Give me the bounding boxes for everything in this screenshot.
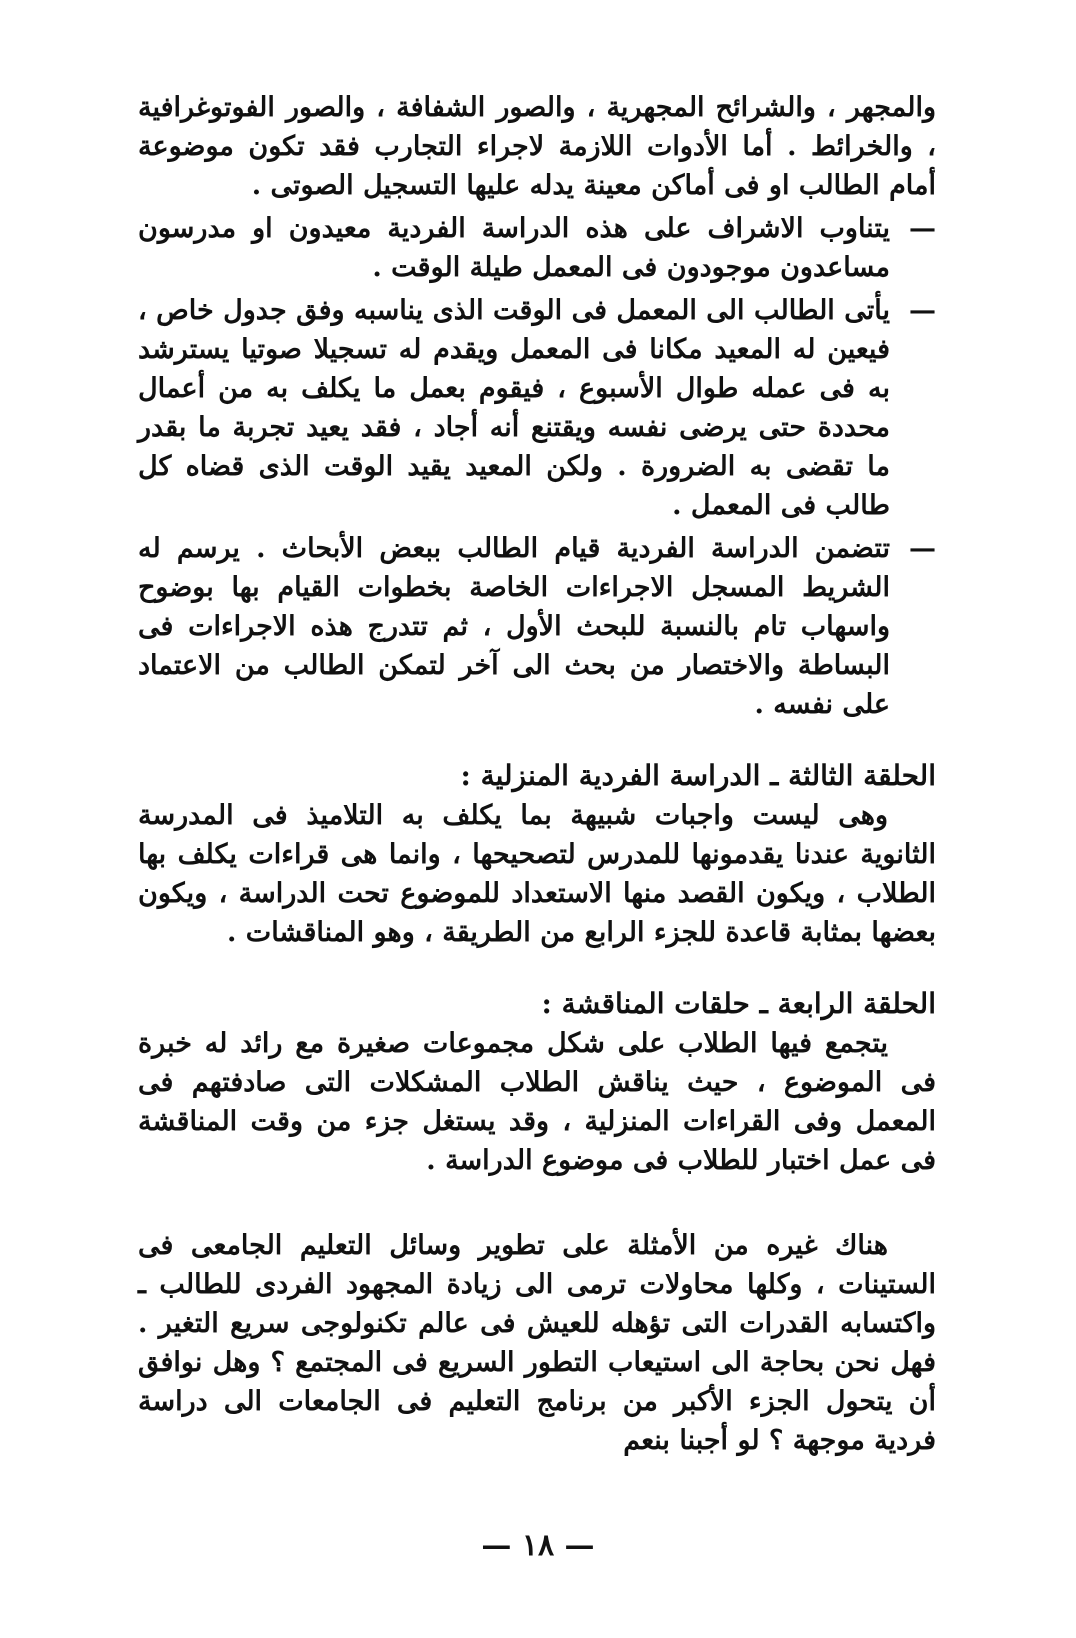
section-heading-third-circle: الحلقة الثالثة ـ الدراسة الفردية المنزلية : [460,759,936,792]
bullet-dash: — [909,533,936,564]
bullet-text: يتناوب الاشراف على هذه الدراسة الفردية معيدون او مدرسون مساعدون موجودون فى المعمل طيلة الوقت . [138,213,890,283]
list-item [138,209,936,287]
bullet-text: تتضمن الدراسة الفردية قيام الطالب ببعض الأبحاث . يرسم له الشريط المسجل الاجراءات الخاصة بخطوات القيام بها بوضوح واسهاب تام بالنسبة للبحث الأول ، ثم تتدرج هذه الاجراءات فى البساطة والاختصار من بحث الى آخر لتمكن الطالب من الاعتماد على نفسه . [138,533,890,720]
section-paragraph: وهى ليست واجبات شبيهة بما يكلف به التلاميذ فى المدرسة الثانوية عندنا يقدمونها للمدرس لتصحيحها ، وانما هى قراءات يكلف بها الطلاب ، ويكون القصد منها الاستعداد للموضوع تحت الدراسة ، ويكون بعضها بمثابة قاعدة للجزء الرابع من الطريقة ، وهو المناقشات . [138,800,936,948]
bullet-dash: — [909,295,936,326]
intro-paragraph: والمجهر ، والشرائح المجهرية ، والصور الشفافة ، والصور الفوتوغرافية ، والخرائط . أما الأدوات اللازمة لاجراء التجارب فقد تكون موضوعة أمام الطالب او فى أماكن معينة يدله عليها التسجيل الصوتى . [138,92,936,201]
list-item [138,291,936,525]
bullet-text: يأتى الطالب الى المعمل فى الوقت الذى يناسبه وفق جدول خاص ، فيعين له المعيد مكانا فى المعمل ويقدم له تسجيلا صوتيا يسترشد به فى عمله طوال الأسبوع ، فيقوم بعمل ما يكلف به من أعمال محددة حتى يرضى نفسه ويقتنع أنه أجاد ، فقد يعيد تجربة ما بقدر ما تقضى به الضرورة . ولكن المعيد يقيد الوقت الذى قضاه كل طالب فى المعمل . [138,295,890,521]
bullet-dash: — [909,213,936,244]
list-item [138,529,936,724]
section-paragraph: يتجمع فيها الطلاب على شكل مجموعات صغيرة مع رائد له خبرة فى الموضوع ، حيث يناقش الطلاب المشكلات التى صادفتهم فى المعمل وفى القراءات المنزلية ، وقد يستغل جزء من وقت المناقشة فى عمل اختبار للطلاب فى موضوع الدراسة . [138,1028,936,1176]
page-number: — ١٨ — [481,1528,595,1563]
closing-paragraph: هناك غيره من الأمثلة على تطوير وسائل التعليم الجامعى فى الستينات ، وكلها محاولات ترمى الى زيادة المجهود الفردى للطالب ـ واكتسابه القدرات التى تؤهله للعيش فى عالم تكنولوجى سريع التغير . فهل نحن بحاجة الى استيعاب التطور السريع فى المجتمع ؟ وهل نوافق أن يتحول الجزء الأكبر من برنامج التعليم فى الجامعات الى دراسة فردية موجهة ؟ لو أجبنا بنعم [138,1230,936,1456]
spacer [138,1180,936,1226]
section-heading-fourth-circle: الحلقة الرابعة ـ حلقات المناقشة : [541,987,936,1020]
